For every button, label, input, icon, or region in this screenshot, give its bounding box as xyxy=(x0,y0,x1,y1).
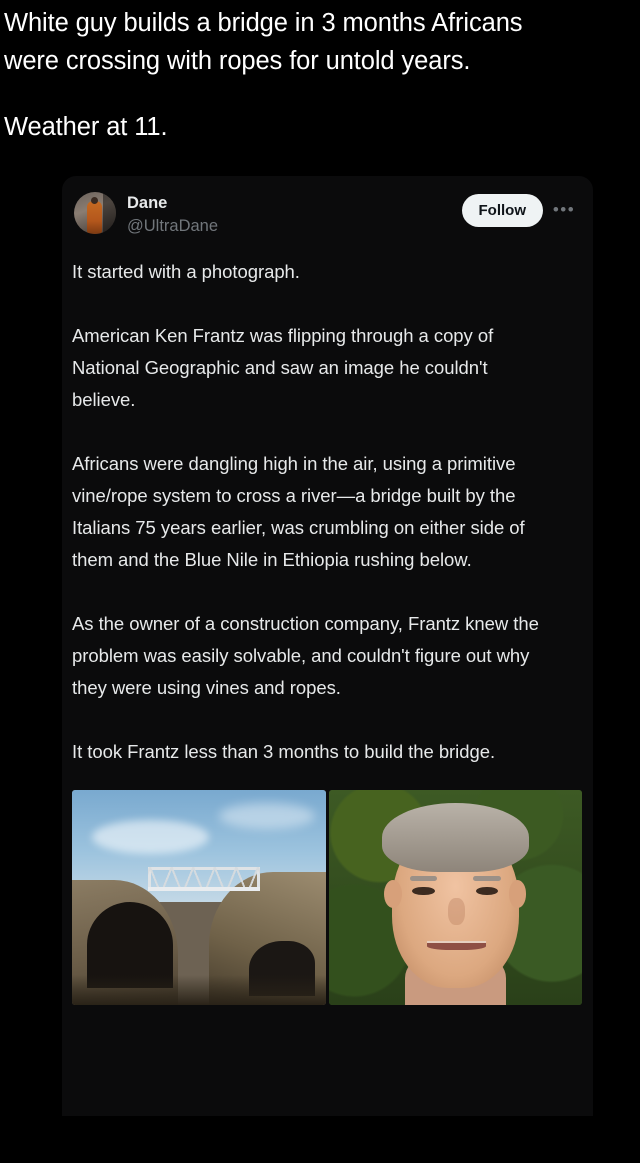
tweet-paragraph: As the owner of a construction company, Frantz knew the problem was easily solvable, and couldn't figure out why they were using vines and ropes. xyxy=(72,613,539,698)
bridge-truss-diagonals xyxy=(148,867,260,889)
author-handle[interactable]: @UltraDane xyxy=(127,217,219,235)
caption-spacer xyxy=(4,80,636,108)
author-names xyxy=(127,192,462,237)
embedded-tweet-card[interactable] xyxy=(62,176,593,1116)
card-bottom-edge xyxy=(62,1005,593,1013)
bridge-foreground-shadow xyxy=(72,975,326,1005)
avatar-head xyxy=(91,197,98,204)
tweet-header xyxy=(62,192,593,237)
tweet-media-grid xyxy=(72,790,593,1005)
avatar-figure xyxy=(87,201,102,234)
portrait-mouth xyxy=(427,941,485,951)
portrait-eyebrow xyxy=(473,876,501,881)
tweet-paragraph: American Ken Frantz was flipping through a copy of National Geographic and saw an image he couldn't believe. xyxy=(72,325,494,410)
portrait-nose xyxy=(448,898,466,926)
portrait-eyebrow xyxy=(410,876,438,881)
caption-line-1: White guy builds a bridge in 3 months Africans xyxy=(4,9,523,37)
author-display-name[interactable]: Dane xyxy=(127,194,168,212)
portrait-hair xyxy=(382,803,529,872)
tweet-paragraph: It started with a photograph. xyxy=(72,261,300,282)
avatar[interactable] xyxy=(74,192,116,234)
tweet-paragraph: Africans were dangling high in the air, using a primitive vine/rope system to cross a river—a bridge built by the Italians 75 years earlier, was crumbling on either side of them and the Blue Nile in Ethiopia rushing below. xyxy=(72,453,525,570)
more-options-icon[interactable]: ••• xyxy=(552,200,576,219)
media-image-portrait[interactable] xyxy=(329,790,583,1005)
media-image-bridge[interactable] xyxy=(72,790,326,1005)
avatar-shadow xyxy=(103,192,116,234)
post-caption xyxy=(0,0,640,146)
tweet-paragraph: It took Frantz less than 3 months to build the bridge. xyxy=(72,741,496,762)
caption-line-3: Weather at 11. xyxy=(4,113,168,141)
bridge-deck xyxy=(148,887,260,891)
caption-line-2: were crossing with ropes for untold years. xyxy=(4,47,471,75)
bridge-cloud xyxy=(219,803,315,829)
tweet-text xyxy=(62,237,593,768)
follow-button[interactable]: Follow xyxy=(462,194,544,227)
